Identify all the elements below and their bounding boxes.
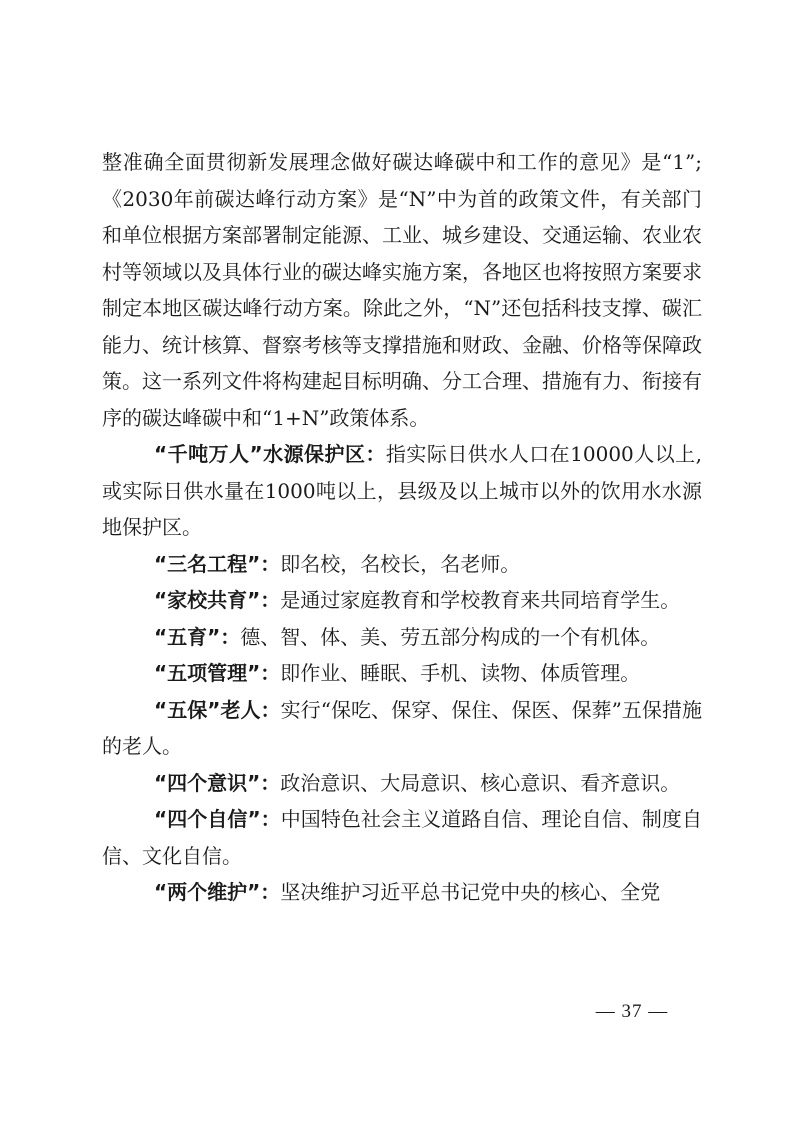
glossary-definition: 中国特色社会主义道路自信、理论自信、制度自信、文化自信。 [102,807,702,868]
glossary-definition: 指实际日供水人口在10000人以上,或实际日供水量在1000吨以上，县级及以上城市以外的饮用水水源地保护区。 [102,442,702,539]
glossary-term: “五保”老人： [154,697,281,722]
glossary-definition: 是通过家庭教育和学校教育来共同培育学生。 [280,588,681,612]
glossary-entry-four-confidence [102,801,702,874]
glossary-entry-four-consciousness [102,765,702,802]
glossary-term: “千吨万人”水源保护区： [154,442,386,466]
document-body [102,144,702,911]
glossary-definition: 实行“保吃、保穿、保住、保医、保葬”五保措施的老人。 [102,697,702,758]
glossary-definition: 即名校，名校长，名老师。 [280,551,521,576]
glossary-definition: 政治意识、大局意识、核心意识、看齐意识。 [280,770,681,795]
glossary-term: “四个自信”： [154,807,281,831]
glossary-entry-five-education [102,619,702,656]
glossary-definition: 即作业、睡眠、手机、读物、体质管理。 [280,661,641,685]
glossary-definition: 坚决维护习近平总书记党中央的核心、全党 [280,880,661,904]
glossary-entry-three-names [102,546,702,583]
page-number: — 37 — [595,1001,669,1022]
intro-paragraph: 整准确全面贯彻新发展理念做好碳达峰碳中和工作的意见》是“1”;《2030年前碳达峰行动方案》是“N”中为首的政策文件，有关部门和单位根据方案部署制定能源、工业、城乡建设、交通运输、农业农村等领域以及具体行业的碳达峰实施方案，各地区也将按照方案要求制定本地区碳达峰行动方案。除此之外，“N”还包括科技支撑、碳汇能力、统计核算、督察考核等支撑措施和财政、金融、价格等保障政策。这一系列文件将构建起目标明确、分工合理、措施有力、衔接有序的碳达峰碳中和“1+N”政策体系。 [102,150,702,430]
glossary-entry-two-safeguards [102,874,702,911]
glossary-term: “四个意识”： [154,770,281,795]
glossary-entry-home-school [102,582,702,619]
glossary-term: “两个维护”： [154,880,281,904]
glossary-entry-water-source [102,436,702,546]
glossary-term: “五育”： [154,624,241,649]
glossary-definition: 德、智、体、美、劳五部分构成的一个有机体。 [240,624,661,649]
glossary-term: “家校共育”： [154,588,281,612]
glossary-term: “五项管理”： [154,661,281,685]
glossary-term: “三名工程”： [154,551,281,576]
glossary-entry-five-guarantees [102,692,702,765]
glossary-entry-five-management [102,655,702,692]
